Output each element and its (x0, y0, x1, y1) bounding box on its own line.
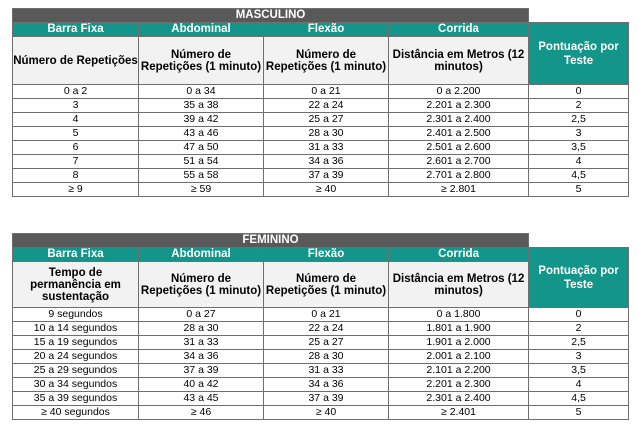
table-cell: 34 a 36 (264, 155, 389, 169)
table-cell: 5 (529, 406, 629, 420)
table-cell: 4,5 (529, 392, 629, 406)
table-cell: 55 a 58 (139, 169, 264, 183)
table-cell: 35 a 39 segundos (13, 392, 139, 406)
table-row (13, 378, 629, 392)
table-row (13, 406, 629, 420)
table-cell: 31 a 33 (264, 141, 389, 155)
table-cell: 39 a 42 (139, 113, 264, 127)
table-cell: 40 a 42 (139, 378, 264, 392)
table-cell: 3 (529, 127, 629, 141)
table-cell: 2.601 a 2.700 (389, 155, 529, 169)
table-cell: 0 (529, 85, 629, 99)
table-cell: 0 a 21 (264, 85, 389, 99)
table-cell: 3 (13, 99, 139, 113)
table-cell: 3,5 (529, 364, 629, 378)
table-row (13, 141, 629, 155)
table-cell: 25 a 27 (264, 113, 389, 127)
group-header: Abdominal (139, 248, 264, 262)
table-cell: 0 (529, 308, 629, 322)
table-row (13, 127, 629, 141)
feminino-table (12, 233, 629, 420)
table-cell: 2.301 a 2.400 (389, 113, 529, 127)
table-cell: 0 a 2 (13, 85, 139, 99)
table-cell: ≥ 2.801 (389, 183, 529, 197)
table-cell: ≥ 2.401 (389, 406, 529, 420)
table-cell: 4 (529, 155, 629, 169)
table-row (13, 308, 629, 322)
table-row (13, 169, 629, 183)
table-cell: 51 a 54 (139, 155, 264, 169)
table-row (13, 392, 629, 406)
table-cell: 28 a 30 (264, 127, 389, 141)
table-cell: 34 a 36 (264, 378, 389, 392)
table-row (13, 85, 629, 99)
table-cell: 2.501 a 2.600 (389, 141, 529, 155)
table-cell: 4 (529, 378, 629, 392)
group-header: Corrida (389, 23, 529, 37)
table-title: FEMININO (13, 234, 529, 248)
table-cell: 30 a 34 segundos (13, 378, 139, 392)
table-cell: 31 a 33 (264, 364, 389, 378)
table-cell: ≥ 46 (139, 406, 264, 420)
column-subheader: Número de Repetições (1 minuto) (264, 262, 389, 308)
table-cell: 2.201 a 2.300 (389, 378, 529, 392)
group-header: Corrida (389, 248, 529, 262)
table-cell: 25 a 29 segundos (13, 364, 139, 378)
table-cell: 28 a 30 (139, 322, 264, 336)
group-header: Barra Fixa (13, 248, 139, 262)
table-cell: 2,5 (529, 336, 629, 350)
table-cell: 2.301 a 2.400 (389, 392, 529, 406)
table-cell: 20 a 24 segundos (13, 350, 139, 364)
table-cell: 5 (529, 183, 629, 197)
score-header: Pontuação por Teste (529, 248, 629, 308)
column-subheader: Número de Repetições (1 minuto) (264, 37, 389, 85)
table-cell: 0 a 1.800 (389, 308, 529, 322)
table-cell: 0 a 27 (139, 308, 264, 322)
column-subheader: Número de Repetições (1 minuto) (139, 262, 264, 308)
table-cell: 31 a 33 (139, 336, 264, 350)
table-cell: 15 a 19 segundos (13, 336, 139, 350)
table-cell: ≥ 40 (264, 406, 389, 420)
table-cell: 35 a 38 (139, 99, 264, 113)
table-cell: 8 (13, 169, 139, 183)
table-cell: 2.001 a 2.100 (389, 350, 529, 364)
table-cell: 25 a 27 (264, 336, 389, 350)
table-row (13, 99, 629, 113)
table-cell: 6 (13, 141, 139, 155)
table-cell: 7 (13, 155, 139, 169)
table-cell: 4,5 (529, 169, 629, 183)
table-cell: 9 segundos (13, 308, 139, 322)
table-row (13, 155, 629, 169)
group-header: Flexão (264, 23, 389, 37)
column-subheader: Número de Repetições (13, 37, 139, 85)
table-cell: 2.201 a 2.300 (389, 99, 529, 113)
table-row (13, 364, 629, 378)
table-cell: 2.101 a 2.200 (389, 364, 529, 378)
table-cell: 28 a 30 (264, 350, 389, 364)
table-cell: 37 a 39 (139, 364, 264, 378)
table-cell: 37 a 39 (264, 392, 389, 406)
table-row (13, 336, 629, 350)
score-header: Pontuação por Teste (529, 23, 629, 85)
masculino-table (12, 8, 629, 197)
table-cell: 2.401 a 2.500 (389, 127, 529, 141)
column-subheader: Tempo de permanência em sustentação (13, 262, 139, 308)
table-row (13, 183, 629, 197)
table-cell: 43 a 46 (139, 127, 264, 141)
group-header: Flexão (264, 248, 389, 262)
table-row (13, 113, 629, 127)
table-cell: 1.901 a 2.000 (389, 336, 529, 350)
group-header: Abdominal (139, 23, 264, 37)
table-cell: 3 (529, 350, 629, 364)
column-subheader: Número de Repetições (1 minuto) (139, 37, 264, 85)
table-cell: 37 a 39 (264, 169, 389, 183)
column-subheader: Distância em Metros (12 minutos) (389, 37, 529, 85)
table-cell: 4 (13, 113, 139, 127)
table-cell: 0 a 34 (139, 85, 264, 99)
table-cell: 43 a 45 (139, 392, 264, 406)
table-cell: ≥ 9 (13, 183, 139, 197)
table-cell: 1.801 a 1.900 (389, 322, 529, 336)
table-cell: 2 (529, 99, 629, 113)
table-cell: 10 a 14 segundos (13, 322, 139, 336)
column-subheader: Distância em Metros (12 minutos) (389, 262, 529, 308)
table-cell: ≥ 40 (264, 183, 389, 197)
table-cell: 2 (529, 322, 629, 336)
feminino-rows (13, 308, 629, 420)
table-cell: 34 a 36 (139, 350, 264, 364)
table-cell: 2,5 (529, 113, 629, 127)
table-cell: 22 a 24 (264, 99, 389, 113)
table-row (13, 350, 629, 364)
table-cell: 3,5 (529, 141, 629, 155)
table-cell: ≥ 59 (139, 183, 264, 197)
table-cell: 0 a 21 (264, 308, 389, 322)
table-cell: 0 a 2.200 (389, 85, 529, 99)
table-cell: 47 a 50 (139, 141, 264, 155)
table-title: MASCULINO (13, 9, 529, 23)
group-header: Barra Fixa (13, 23, 139, 37)
table-cell: ≥ 40 segundos (13, 406, 139, 420)
masculino-rows (13, 85, 629, 197)
table-cell: 2.701 a 2.800 (389, 169, 529, 183)
table-row (13, 322, 629, 336)
table-cell: 5 (13, 127, 139, 141)
table-cell: 22 a 24 (264, 322, 389, 336)
